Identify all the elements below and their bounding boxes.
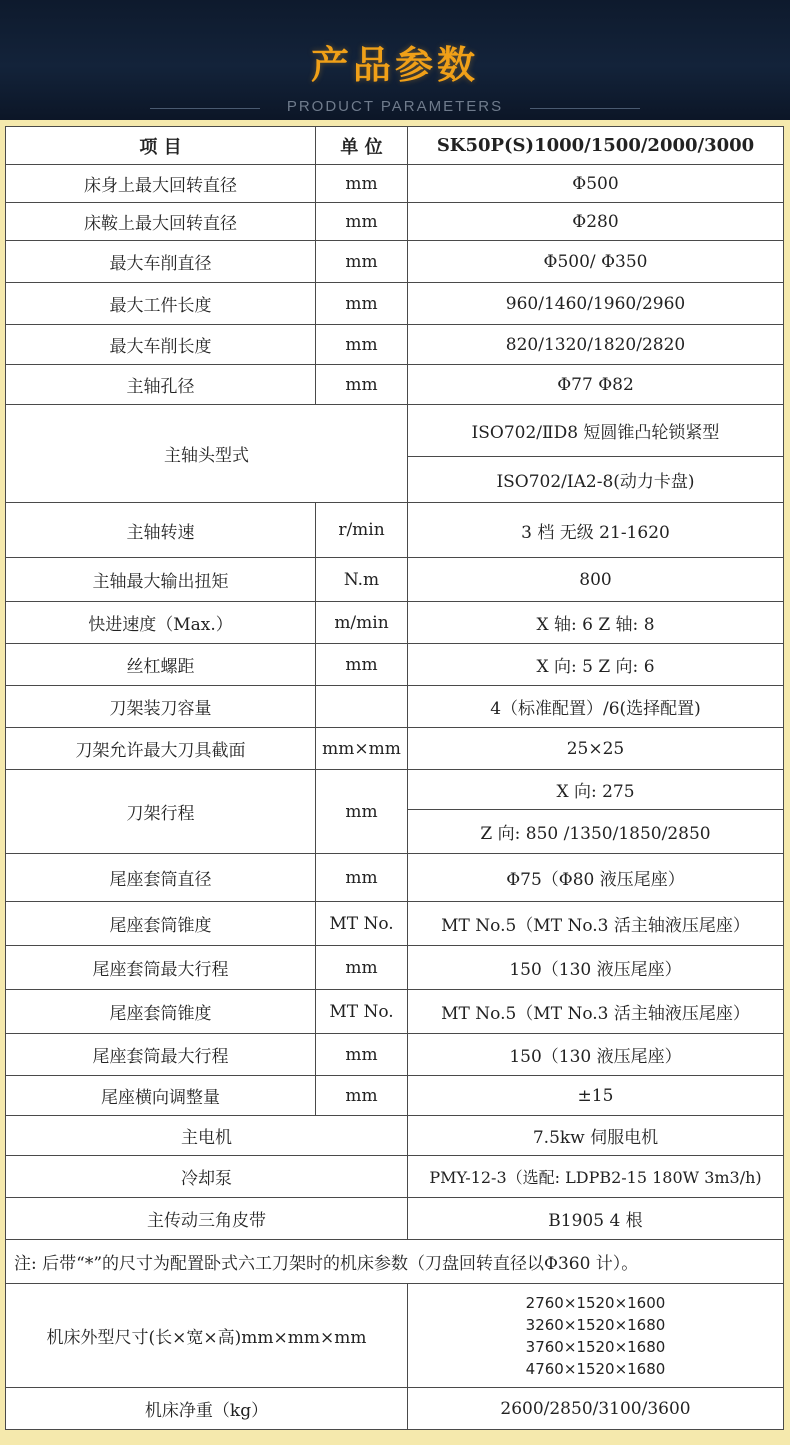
item-cell: 尾座套筒最大行程 [6, 946, 316, 990]
page-subtitle: PRODUCT PARAMETERS [286, 98, 504, 115]
item-cell: 刀架行程 [6, 770, 316, 854]
unit-cell: mm [316, 165, 408, 203]
table-row [6, 365, 784, 405]
table-row [6, 1388, 784, 1430]
note-row [6, 1240, 784, 1284]
unit-cell: mm×mm [316, 728, 408, 770]
value-cell: Φ500 [408, 165, 784, 203]
table-row [6, 728, 784, 770]
value-cell: 150（130 液压尾座） [408, 946, 784, 990]
unit-cell: mm [316, 203, 408, 241]
unit-cell [316, 686, 408, 728]
table-row [6, 241, 784, 283]
value-cell: 25×25 [408, 728, 784, 770]
table-row [6, 405, 784, 457]
value-cell: 3 档 无级 21-1620 [408, 503, 784, 558]
item-cell: 刀架允许最大刀具截面 [6, 728, 316, 770]
unit-cell: MT No. [316, 902, 408, 946]
item-cell: 床鞍上最大回转直径 [6, 203, 316, 241]
dimensions-cell [408, 1284, 784, 1388]
unit-cell: mm [316, 946, 408, 990]
parameters-table [5, 126, 784, 1430]
value-cell: 820/1320/1820/2820 [408, 325, 784, 365]
item-cell: 床身上最大回转直径 [6, 165, 316, 203]
table-row [6, 503, 784, 558]
item-cell: 尾座套筒最大行程 [6, 1034, 316, 1076]
table-row [6, 203, 784, 241]
value-cell: 4（标准配置）/6(选择配置) [408, 686, 784, 728]
unit-cell: mm [316, 1034, 408, 1076]
table-header-row [6, 127, 784, 165]
value-cell: Φ500/ Φ350 [408, 241, 784, 283]
item-cell: 尾座套筒直径 [6, 854, 316, 902]
dimension-value: 3260×1520×1680 [525, 1315, 666, 1334]
value-cell: X 轴: 6 Z 轴: 8 [408, 602, 784, 644]
item-cell: 主电机 [6, 1116, 408, 1156]
item-cell: 尾座横向调整量 [6, 1076, 316, 1116]
item-cell: 最大车削长度 [6, 325, 316, 365]
item-cell: 冷却泵 [6, 1156, 408, 1198]
table-row [6, 283, 784, 325]
unit-cell: mm [316, 241, 408, 283]
table-row [6, 325, 784, 365]
item-cell: 尾座套筒锥度 [6, 990, 316, 1034]
table-row [6, 990, 784, 1034]
unit-cell: m/min [316, 602, 408, 644]
table-row [6, 902, 784, 946]
table-row [6, 1076, 784, 1116]
item-cell: 快进速度（Max.） [6, 602, 316, 644]
table-row [6, 686, 784, 728]
unit-cell: mm [316, 283, 408, 325]
unit-cell: mm [316, 854, 408, 902]
unit-cell: mm [316, 365, 408, 405]
value-cell: Z 向: 850 /1350/1850/2850 [408, 810, 784, 854]
table-row [6, 1116, 784, 1156]
table-row [6, 558, 784, 602]
value-cell: Φ77 Φ82 [408, 365, 784, 405]
value-cell: ±15 [408, 1076, 784, 1116]
unit-cell: N.m [316, 558, 408, 602]
unit-cell: MT No. [316, 990, 408, 1034]
item-cell: 最大工件长度 [6, 283, 316, 325]
table-row [6, 854, 784, 902]
dimension-value: 4760×1520×1680 [525, 1359, 666, 1378]
item-cell: 主轴孔径 [6, 365, 316, 405]
table-row [6, 770, 784, 810]
unit-cell: mm [316, 770, 408, 854]
item-cell: 主轴头型式 [6, 405, 408, 503]
value-cell: ISO702/ⅠA2-8(动力卡盘) [408, 457, 784, 503]
item-cell: 主传动三角皮带 [6, 1198, 408, 1240]
value-cell: 2600/2850/3100/3600 [408, 1388, 784, 1430]
header-model: SK50P(S)1000/1500/2000/3000 [408, 127, 784, 165]
unit-cell: mm [316, 325, 408, 365]
item-cell: 尾座套筒锥度 [6, 902, 316, 946]
table-row [6, 1284, 784, 1388]
value-cell: 800 [408, 558, 784, 602]
item-cell: 主轴最大输出扭矩 [6, 558, 316, 602]
value-cell: X 向: 5 Z 向: 6 [408, 644, 784, 686]
unit-cell: r/min [316, 503, 408, 558]
unit-cell: mm [316, 1076, 408, 1116]
value-cell: 960/1460/1960/2960 [408, 283, 784, 325]
item-cell: 刀架装刀容量 [6, 686, 316, 728]
item-cell: 最大车削直径 [6, 241, 316, 283]
table-row [6, 1034, 784, 1076]
dimension-value: 3760×1520×1680 [525, 1337, 666, 1356]
header-banner [0, 0, 790, 120]
item-cell: 机床外型尺寸(长×宽×高)mm×mm×mm [6, 1284, 408, 1388]
item-cell: 主轴转速 [6, 503, 316, 558]
item-cell: 机床净重（kg） [6, 1388, 408, 1430]
table-row [6, 946, 784, 990]
value-cell: PMY-12-3（选配: LDPB2-15 180W 3m3/h) [408, 1156, 784, 1198]
value-cell: 7.5kw 伺服电机 [408, 1116, 784, 1156]
dimension-value: 2760×1520×1600 [525, 1293, 666, 1312]
value-cell: Φ280 [408, 203, 784, 241]
value-cell: MT No.5（MT No.3 活主轴液压尾座） [408, 902, 784, 946]
page-title: 产品参数 [310, 43, 479, 87]
value-cell: X 向: 275 [408, 770, 784, 810]
table-row [6, 165, 784, 203]
header-unit: 单 位 [316, 127, 408, 165]
table-note: 注: 后带“*”的尺寸为配置卧式六工刀架时的机床参数（刀盘回转直径以Φ360 计）。 [6, 1240, 784, 1284]
item-cell: 丝杠螺距 [6, 644, 316, 686]
header-item: 项 目 [6, 127, 316, 165]
table-row [6, 1156, 784, 1198]
value-cell: 150（130 液压尾座） [408, 1034, 784, 1076]
unit-cell: mm [316, 644, 408, 686]
table-row [6, 602, 784, 644]
value-cell: Φ75（Φ80 液压尾座） [408, 854, 784, 902]
table-row [6, 644, 784, 686]
value-cell: B1905 4 根 [408, 1198, 784, 1240]
table-row [6, 1198, 784, 1240]
value-cell: ISO702/ⅡD8 短圆锥凸轮锁紧型 [408, 405, 784, 457]
divider-right [530, 108, 640, 109]
value-cell: MT No.5（MT No.3 活主轴液压尾座） [408, 990, 784, 1034]
